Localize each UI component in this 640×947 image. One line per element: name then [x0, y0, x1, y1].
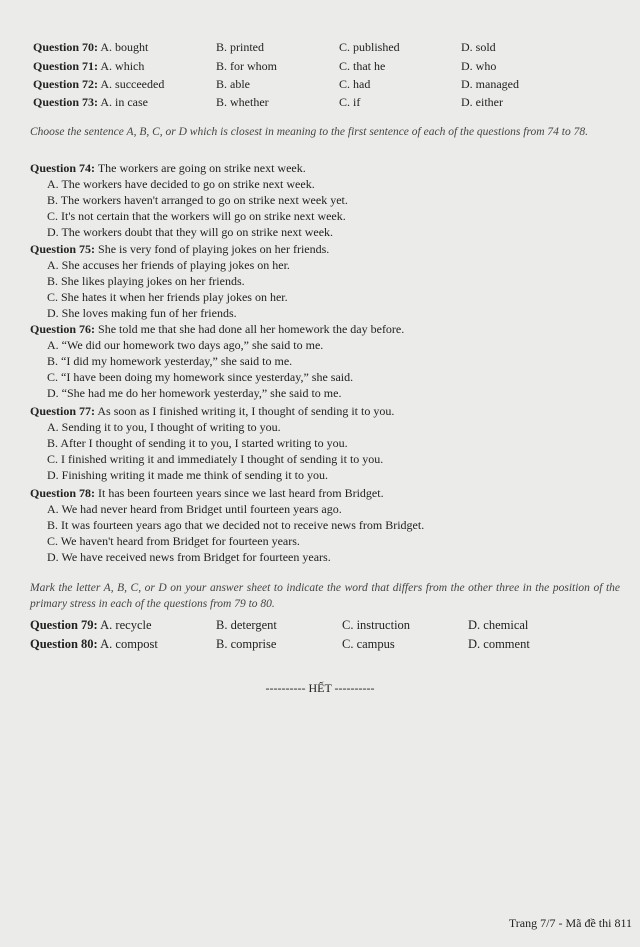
question-number: Question 77:	[30, 404, 96, 418]
option-b: B. She likes playing jokes on her friends.	[47, 274, 245, 288]
option-d: D. Finishing writing it made me think of sending it to you.	[47, 468, 328, 482]
option-c: C. if	[339, 95, 361, 109]
question-row	[30, 618, 620, 635]
stem-text: It has been fourteen years since we last heard from Bridget.	[98, 486, 384, 500]
option-c: C. “I have been doing my homework since yesterday,” she said.	[47, 370, 354, 384]
option-d: D. The workers doubt that they will go on strike next week.	[47, 225, 334, 239]
question-number: Question 70:	[33, 40, 99, 54]
question-number: Question 78:	[30, 486, 96, 500]
option-d: D. She loves making fun of her friends.	[47, 306, 237, 320]
question-stem	[30, 242, 329, 257]
option-c: C. She hates it when her friends play jokes on her.	[47, 290, 288, 304]
option-c: C. I finished writing it and immediately I thought of sending it to you.	[47, 452, 384, 466]
option-a: A. We had never heard from Bridget until fourteen years ago.	[47, 502, 342, 516]
option-b: B. printed	[216, 40, 264, 54]
question-row	[33, 40, 623, 57]
option-d: D. We have received news from Bridget for fourteen years.	[47, 550, 331, 564]
question-stem	[30, 161, 306, 176]
option-c: C. It's not certain that the workers will go on strike next week.	[47, 209, 346, 223]
instruction-stress: Mark the letter A, B, C, or D on your answer sheet to indicate the word that differs from the other three in the position of the primary stress in each of the questions from 79 to 80.	[30, 582, 620, 610]
option-a: A. succeeded	[100, 77, 165, 91]
question-number: Question 80:	[30, 637, 98, 651]
question-number: Question 71:	[33, 59, 99, 73]
question-number: Question 79:	[30, 618, 98, 632]
option-b: B. After I thought of sending it to you, I started writing to you.	[47, 436, 348, 450]
option-c: C. published	[339, 40, 400, 54]
option-a: A. The workers have decided to go on strike next week.	[47, 177, 315, 191]
question-stem	[30, 322, 404, 337]
option-d: D. either	[461, 95, 503, 109]
option-d: D. comment	[468, 637, 530, 651]
option-b: B. able	[216, 77, 250, 91]
option-a: A. Sending it to you, I thought of writing to you.	[47, 420, 281, 434]
page-footer: Trang 7/7 - Mã đề thi 811	[508, 916, 632, 930]
option-b: B. “I did my homework yesterday,” she said to me.	[47, 354, 293, 368]
option-d: D. managed	[461, 77, 519, 91]
option-c: C. We haven't heard from Bridget for fourteen years.	[47, 534, 300, 548]
question-stem	[30, 404, 394, 419]
option-a: A. bought	[100, 40, 149, 54]
stem-text: As soon as I finished writing it, I thought of sending it to you.	[97, 404, 395, 418]
stem-text: The workers are going on strike next week.	[97, 161, 306, 175]
option-a: A. recycle	[100, 618, 152, 632]
option-b: B. The workers haven't arranged to go on strike next week yet.	[47, 193, 348, 207]
option-a: A. in case	[100, 95, 149, 109]
option-b: B. detergent	[216, 618, 277, 632]
option-b: B. comprise	[216, 637, 277, 651]
question-row	[30, 637, 620, 654]
option-d: D. sold	[461, 40, 496, 54]
stem-text: She is very fond of playing jokes on her friends.	[98, 242, 330, 256]
option-c: C. had	[339, 77, 371, 91]
instruction-meaning: Choose the sentence A, B, C, or D which is closest in meaning to the first sentence of each of the questions from 74 to 78.	[30, 126, 588, 138]
question-row	[33, 95, 623, 112]
stem-text: She told me that she had done all her homework the day before.	[98, 322, 405, 336]
question-number: Question 75:	[30, 242, 96, 256]
option-c: C. campus	[342, 637, 395, 651]
question-number: Question 72:	[33, 77, 99, 91]
question-number: Question 74:	[30, 161, 96, 175]
option-a: A. “We did our homework two days ago,” she said to me.	[47, 338, 324, 352]
option-d: D. who	[461, 59, 497, 73]
option-b: B. It was fourteen years ago that we decided not to receive news from Bridget.	[47, 518, 425, 532]
question-number: Question 73:	[33, 95, 99, 109]
end-marker: ---------- HẾT ----------	[265, 681, 375, 695]
option-c: C. that he	[339, 59, 386, 73]
option-a: A. She accuses her friends of playing jokes on her.	[47, 258, 290, 272]
option-d: D. “She had me do her homework yesterday,” she said to me.	[47, 386, 342, 400]
option-a: A. compost	[100, 637, 158, 651]
option-b: B. for whom	[216, 59, 277, 73]
question-row	[33, 77, 623, 94]
question-row	[33, 59, 623, 76]
option-a: A. which	[100, 59, 145, 73]
option-c: C. instruction	[342, 618, 411, 632]
question-number: Question 76:	[30, 322, 96, 336]
option-b: B. whether	[216, 95, 269, 109]
question-stem	[30, 486, 384, 501]
option-d: D. chemical	[468, 618, 529, 632]
